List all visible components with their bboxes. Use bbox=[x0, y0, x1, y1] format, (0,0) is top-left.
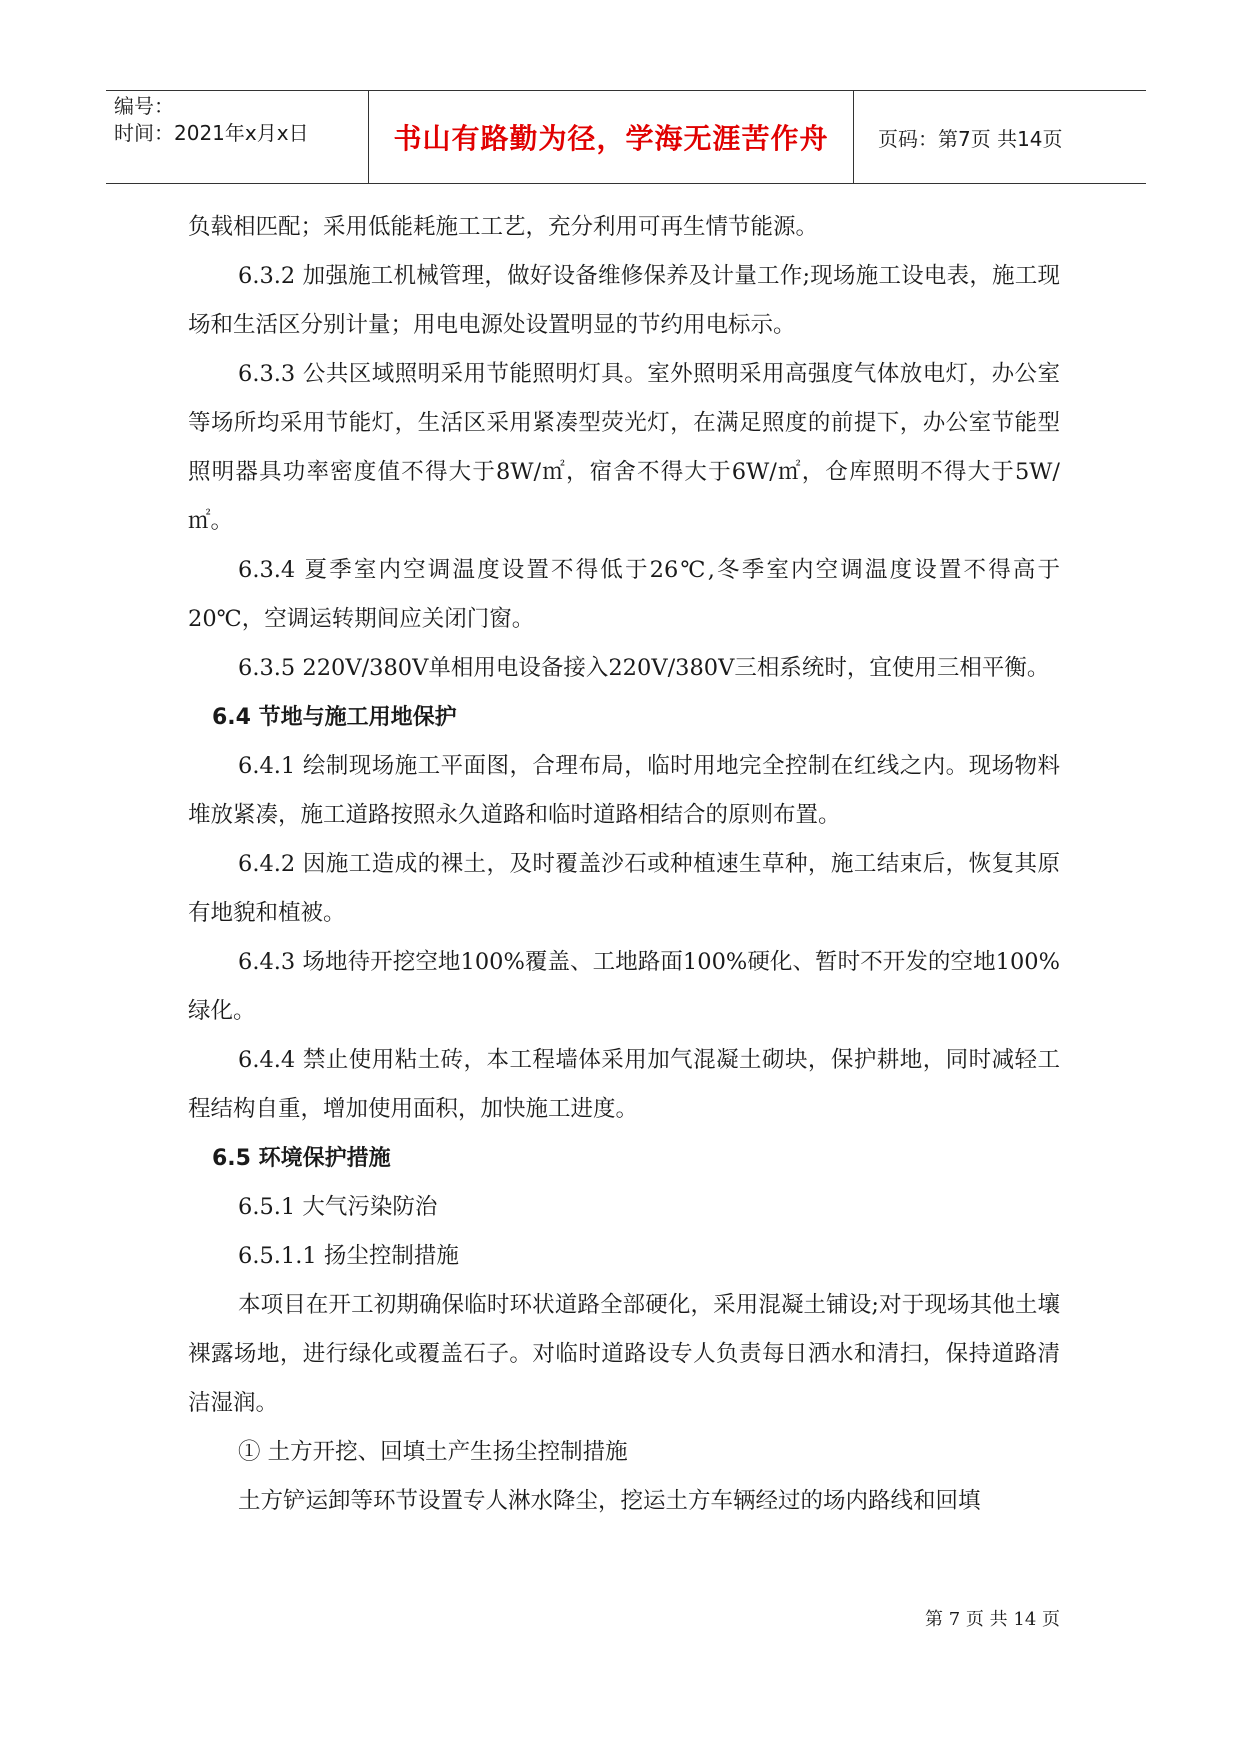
section-heading-6-4: 6.4 节地与施工用地保护 bbox=[212, 705, 457, 730]
paragraph-item-1: ① 土方开挖、回填土产生扬尘控制措施 bbox=[238, 1439, 628, 1465]
paragraph-continuation: 负载相匹配；采用低能耗施工工艺，充分利用可再生情节能源。 bbox=[188, 214, 819, 240]
header-page-info: 页码：第7页 共14页 bbox=[878, 126, 1063, 151]
paragraph-dust-roads: 本项目在开工初期确保临时环状道路全部硬化，采用混凝土铺设;对于现场其他土壤裸露场地，进行绿化或覆盖石子。对临时道路设专人负责每日洒水和清扫，保持道路清洁湿润。 bbox=[188, 1292, 1060, 1416]
paragraph-6-4-3: 6.4.3 场地待开挖空地100%覆盖、工地路面100%硬化、暂时不开发的空地100%绿化。 bbox=[188, 949, 1060, 1024]
paragraph-earthwork: 土方铲运卸等环节设置专人淋水降尘，挖运土方车辆经过的场内路线和回填 bbox=[238, 1488, 981, 1514]
page-header bbox=[106, 90, 1146, 184]
paragraph-6-5-1-1: 6.5.1.1 扬尘控制措施 bbox=[238, 1243, 459, 1269]
paragraph-6-3-2: 6.3.2 加强施工机械管理，做好设备维修保养及计量工作;现场施工设电表，施工现场和生活区分别计量；用电电源处设置明显的节约用电标示。 bbox=[188, 263, 1060, 338]
paragraph-6-4-2: 6.4.2 因施工造成的裸土，及时覆盖沙石或种植速生草种，施工结束后，恢复其原有地貌和植被。 bbox=[188, 851, 1060, 926]
document-number-label: 编号： bbox=[114, 94, 174, 118]
paragraph-6-5-1: 6.5.1 大气污染防治 bbox=[238, 1194, 438, 1220]
section-heading-6-5: 6.5 环境保护措施 bbox=[212, 1146, 391, 1171]
header-motto: 书山有路勤为径，学海无涯苦作舟 bbox=[368, 91, 854, 183]
document-body bbox=[188, 203, 1060, 1526]
paragraph-6-4-1: 6.4.1 绘制现场施工平面图，合理布局，临时用地完全控制在红线之内。现场物料堆放紧凑，施工道路按照永久道路和临时道路相结合的原则布置。 bbox=[188, 753, 1060, 828]
paragraph-6-3-5: 6.3.5 220V/380V单相用电设备接入220V/380V三相系统时，宜使用三相平衡。 bbox=[238, 655, 1050, 681]
paragraph-6-3-3: 6.3.3 公共区域照明采用节能照明灯具。室外照明采用高强度气体放电灯，办公室等场所均采用节能灯，生活区采用紧凑型荧光灯，在满足照度的前提下，办公室节能型照明器具功率密度值不得大于8W/㎡，宿舍不得大于6W/㎡，仓库照明不得大于5W/㎡。 bbox=[188, 361, 1060, 534]
paragraph-6-3-4: 6.3.4 夏季室内空调温度设置不得低于26℃,冬季室内空调温度设置不得高于20℃，空调运转期间应关闭门窗。 bbox=[188, 557, 1060, 632]
document-time-label: 时间：2021年x月x日 bbox=[114, 121, 309, 145]
header-meta bbox=[114, 91, 366, 185]
page-footer: 第 7 页 共 14 页 bbox=[925, 1609, 1060, 1630]
paragraph-6-4-4: 6.4.4 禁止使用粘土砖，本工程墙体采用加气混凝土砌块，保护耕地，同时减轻工程结构自重，增加使用面积，加快施工进度。 bbox=[188, 1047, 1060, 1122]
